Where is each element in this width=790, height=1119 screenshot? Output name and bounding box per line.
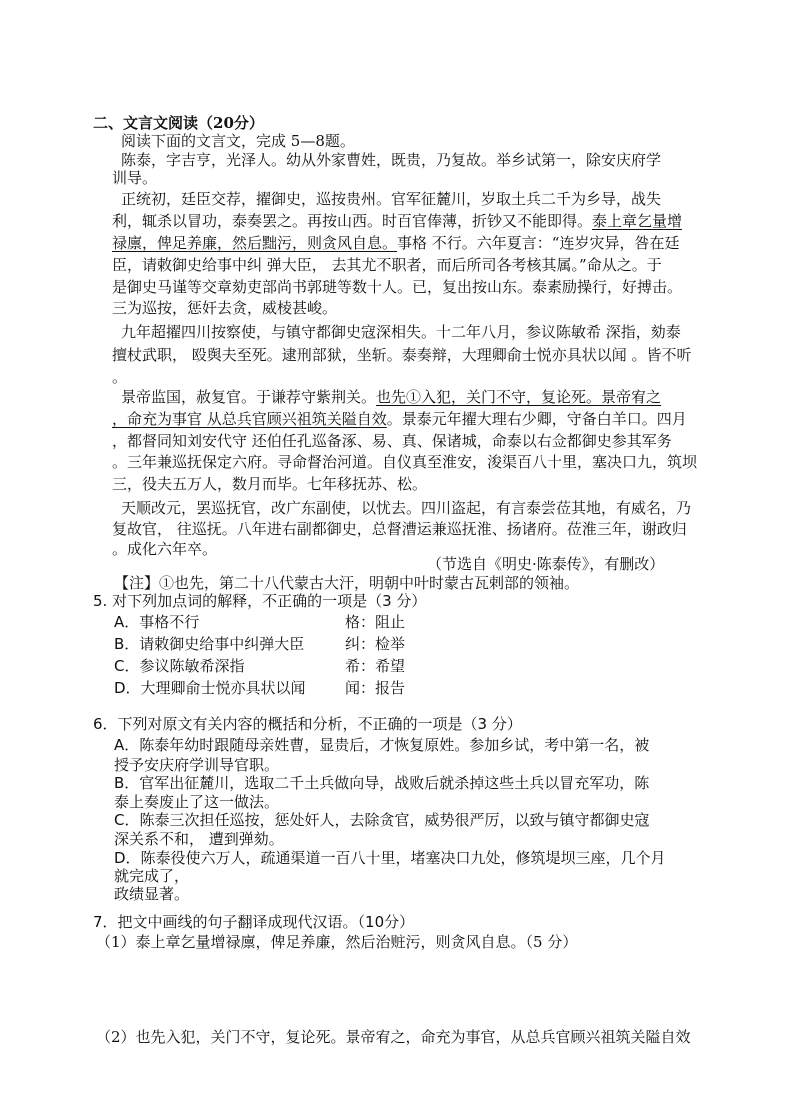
q6-line: 泰上奏废止了这一做法。 <box>114 793 280 811</box>
passage-line: 正统初，廷臣交荐，擢御史，巡按贵州。官军征麓川，岁取土兵二千为乡导，战失 <box>121 190 662 208</box>
underlined-sentence-2b: ，命充为事官 从总兵官顾兴祖筑关隘自效 <box>112 410 387 428</box>
footnote: 【注】①也先，第二十八代蒙古大汗，明朝中叶时蒙古瓦剌部的领袖。 <box>114 574 580 592</box>
q5-option-b-gloss: 纠：检举 <box>345 635 406 653</box>
passage-line: 陈泰，字吉亨，光泽人。幼从外家曹姓，既贵，乃复故。举乡试第一，除安庆府学 <box>121 151 662 169</box>
passage-text: 利，辄杀以冒功，泰奏罢之。再按山西。时百官俸薄，折钞又不能即得。 <box>112 212 593 230</box>
passage-line: 训导。 <box>112 169 158 187</box>
q5-option-d: D．大理卿俞士悦亦具状以闻 <box>114 679 306 697</box>
q6-line: 深关系不和， 遭到弹劾。 <box>114 830 284 848</box>
underlined-sentence-1a: 泰上章乞量增 <box>592 212 683 230</box>
q5-option-b: B．请敕御史给事中纠弹大臣 <box>114 635 305 653</box>
passage-line: ，都督同知刘安代守 还伯任孔巡备涿、易、真、保诸城，命泰以右佥都御史参其军务 <box>112 432 672 450</box>
q6-line: D．陈泰役使六万人，疏通渠道一百八十里，堵塞决口九处，修筑堤坝三座，几个月 <box>114 849 666 867</box>
instruction: 阅读下面的文言文，完成 5—8题。 <box>121 132 355 150</box>
passage-line: 天顺改元，罢巡抚官，改广东副使，以忧去。四川盗起，有言泰尝莅其地，有威名，乃 <box>121 499 692 517</box>
q7-sentence-1: （1）泰上章乞量增禄廪，俾足养廉，然后治赃污，则贪风自息。（5 分） <box>96 933 578 951</box>
q6-line: 政绩显著。 <box>114 885 190 903</box>
q6-line: A．陈泰年幼时跟随母亲姓曹，显贵后，才恢复原姓。参加乡试，考中第一名，被 <box>114 736 650 754</box>
passage-text: 事格 不行。六年夏言：“连岁灾异，咎在廷 <box>397 234 680 252</box>
passage-line <box>112 409 687 429</box>
passage-line: 擅杖武职， 殴舆夫至死。逮刑部狱，坐斩。泰奏辩，大理卿俞士悦亦具状以闻 。皆不听 <box>112 346 692 364</box>
passage-line: 臣，请敕御史给事中纠 弹大臣， 去其尤不职者，而后所司各考核其属。”命从之。于 <box>112 256 662 274</box>
passage-line: 三为巡按，惩奸去贪，威棱甚峻。 <box>112 299 338 317</box>
q5-option-c-gloss: 希：希望 <box>345 657 406 675</box>
q7-sentence-2: （2）也先入犯，关门不守，复论死。景帝宥之，命充为事官，从总兵官顾兴祖筑关隘自效 <box>96 1028 691 1046</box>
passage-line: 是御史马谨等交章劾吏部尚书郭琎等数十人。已，复出按山东。泰素励操行，好搏击。 <box>112 278 683 296</box>
q5-option-d-gloss: 闻：报告 <box>345 679 406 697</box>
section-title: 二、文言文阅读（20分） <box>93 114 264 132</box>
q6-line: B．官军出征麓川，选取二千土兵做向导，战败后就杀掉这些土兵以冒充军功，陈 <box>114 774 650 792</box>
passage-line <box>112 233 679 253</box>
q6-line: 就完成了， <box>114 867 190 885</box>
passage-line: 。成化六年卒。 <box>112 540 218 558</box>
underlined-sentence-1b: 禄廪，俾足养廉，然后黜污，则贪风自息。 <box>112 234 398 252</box>
question-5-stem: 5. 对下列加点词的解释，不正确的一项是（3 分） <box>93 592 427 610</box>
passage-line: 。三年兼巡抚保定六府。寻命督治河道。自仪真至淮安，浚渠百八十里，塞决口九，筑坝 <box>112 453 698 471</box>
passage-line: 。 <box>112 368 128 386</box>
passage-line: 复故官， 往巡抚。八年进右副都御史，总督漕运兼巡抚淮、扬诸府。莅淮三年，谢政归 <box>112 520 687 538</box>
source-citation: （节选自《明史·陈泰传》，有删改） <box>427 555 665 573</box>
q5-option-a-gloss: 格：阻止 <box>345 613 406 631</box>
passage-text: 景帝监国，赦复官。于谦荐守紫荆关。 <box>121 388 377 406</box>
passage-text: 。景泰元年擢大理右少卿，守备白羊口。四月 <box>386 410 687 428</box>
question-7-stem: 7．把文中画线的句子翻译成现代汉语。（10分） <box>93 913 415 931</box>
passage-line: 九年超擢四川按察使，与镇守都御史寇深相失。十二年八月，参议陈敏希 深指，劾泰 <box>121 323 681 341</box>
underlined-sentence-2a: 也先①入犯，关门不守，复论死。景帝宥之 <box>376 388 662 406</box>
passage-line: 三，役夫五万人，数月而毕。七年移抚苏、松。 <box>112 475 428 493</box>
passage-line <box>121 387 661 407</box>
q6-line: C．陈泰三次担任巡按，惩处奸人，去除贪官，威势很严厉，以致与镇守都御史寇 <box>114 811 650 829</box>
q5-option-a: A．事格不行 <box>114 613 200 631</box>
q6-line: 授予安庆府学训导官职。 <box>114 756 280 774</box>
q5-option-c: C．参议陈敏希深指 <box>114 657 245 675</box>
passage-line <box>112 211 682 231</box>
question-6-stem: 6．下列对原文有关内容的概括和分析，不正确的一项是（3 分） <box>93 715 522 733</box>
